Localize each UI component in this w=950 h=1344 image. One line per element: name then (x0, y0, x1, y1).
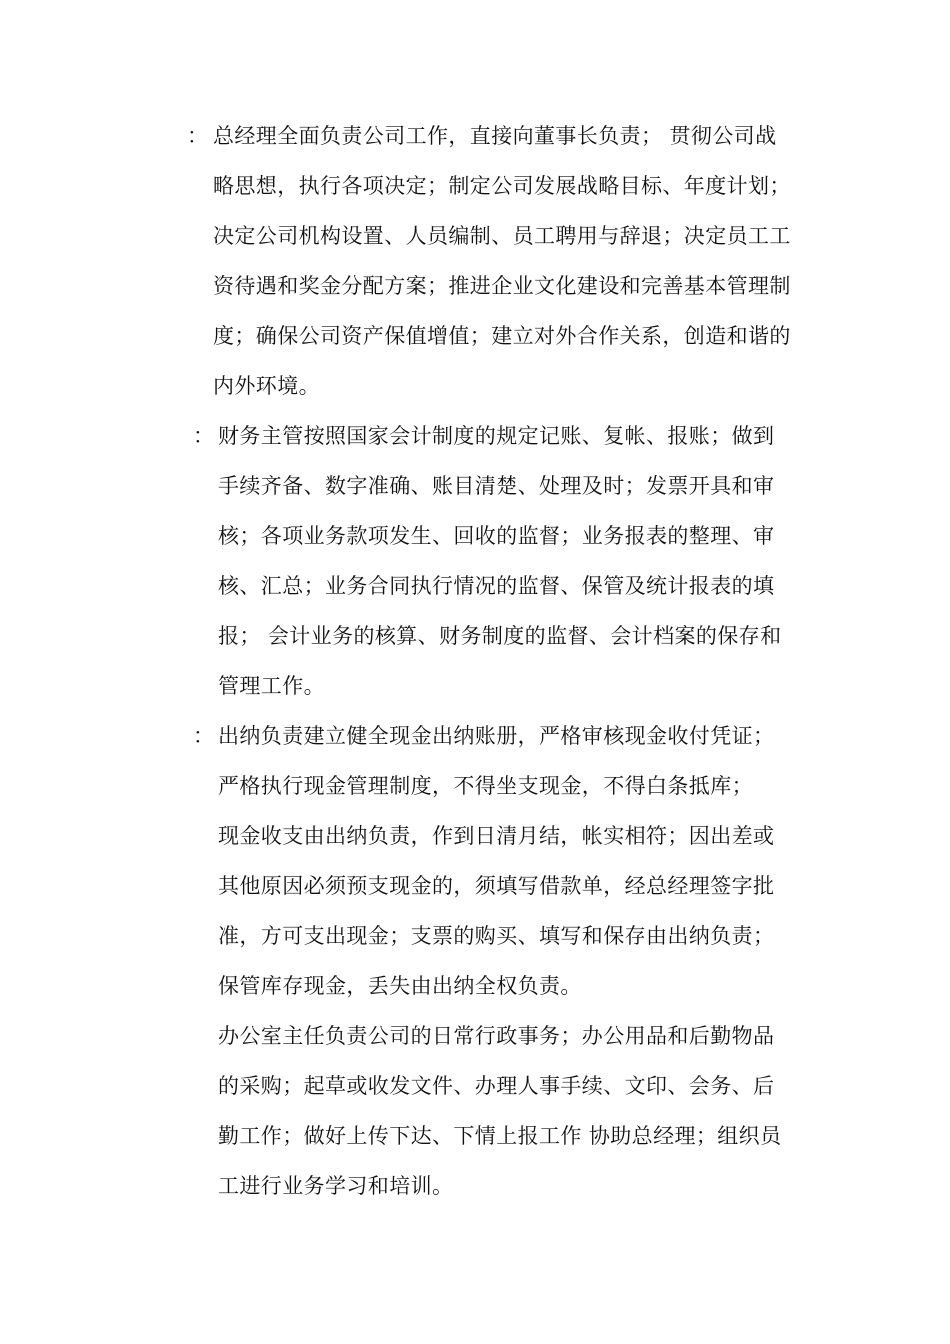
paragraph-3-line-2: 严格执行现金管理制度，不得坐支现金，不得白条抵库； (218, 774, 753, 798)
paragraph-3-marker: ： (193, 724, 214, 748)
paragraph-4-line-4: 工进行业务学习和培训。 (218, 1174, 454, 1198)
paragraph-cashier (218, 711, 774, 1011)
paragraph-2-line-3: 核；各项业务款项发生、回收的监督；业务报表的整理、审 (218, 524, 775, 548)
paragraph-2-line-1: 财务主管按照国家会计制度的规定记账、复帐、报账；做到 (218, 424, 775, 448)
paragraph-1-line-2: 略思想，执行各项决定；制定公司发展战略目标、年度计划； (213, 174, 791, 198)
paragraph-1-line-3: 决定公司机构设置、人员编制、员工聘用与辞退；决定员工工 (213, 224, 791, 248)
paragraph-1-line-1: 总经理全面负责公司工作，直接向董事长负责； 贯彻公司战 (213, 124, 777, 148)
paragraph-4-line-3: 勤工作；做好上传下达、下情上报工作 协助总经理；组织员 (218, 1124, 782, 1148)
paragraph-3-line-3: 现金收支由出纳负责，作到日清月结，帐实相符；因出差或 (218, 824, 775, 848)
paragraph-1-line-6: 内外环境。 (213, 374, 320, 398)
paragraph-4-line-2: 的采购；起草或收发文件、办理人事手续、文印、会务、后 (218, 1074, 775, 1098)
paragraph-3-line-4: 其他原因必须预支现金的，须填写借款单，经总经理签字批 (218, 874, 775, 898)
paragraph-1-line-5: 度；确保公司资产保值增值；建立对外合作关系，创造和谐的 (213, 324, 791, 348)
paragraph-2-line-2: 手续齐备、数字准确、账目清楚、处理及时；发票开具和审 (218, 474, 775, 498)
paragraph-2-line-6: 管理工作。 (218, 674, 325, 698)
paragraph-1-line-4: 资待遇和奖金分配方案；推进企业文化建设和完善基本管理制 (213, 274, 791, 298)
paragraph-2-line-5: 报； 会计业务的核算、财务制度的监督、会计档案的保存和 (218, 624, 782, 648)
paragraph-finance-supervisor (218, 411, 781, 711)
paragraph-3-line-5: 准，方可支出现金；支票的购买、填写和保存由出纳负责； (218, 924, 775, 948)
paragraph-office-director (218, 1011, 781, 1211)
paragraph-1-marker: ： (187, 124, 208, 148)
paragraph-2-line-4: 核、汇总；业务合同执行情况的监督、保管及统计报表的填 (218, 574, 775, 598)
paragraph-4-line-1: 办公室主任负责公司的日常行政事务；办公用品和后勤物品 (218, 1024, 775, 1048)
paragraph-3-line-6: 保管库存现金，丢失由出纳全权负责。 (218, 974, 582, 998)
paragraph-3-line-1: 出纳负责建立健全现金出纳账册，严格审核现金收付凭证； (218, 724, 775, 748)
paragraph-general-manager (213, 111, 791, 411)
paragraph-2-marker: ： (193, 424, 214, 448)
